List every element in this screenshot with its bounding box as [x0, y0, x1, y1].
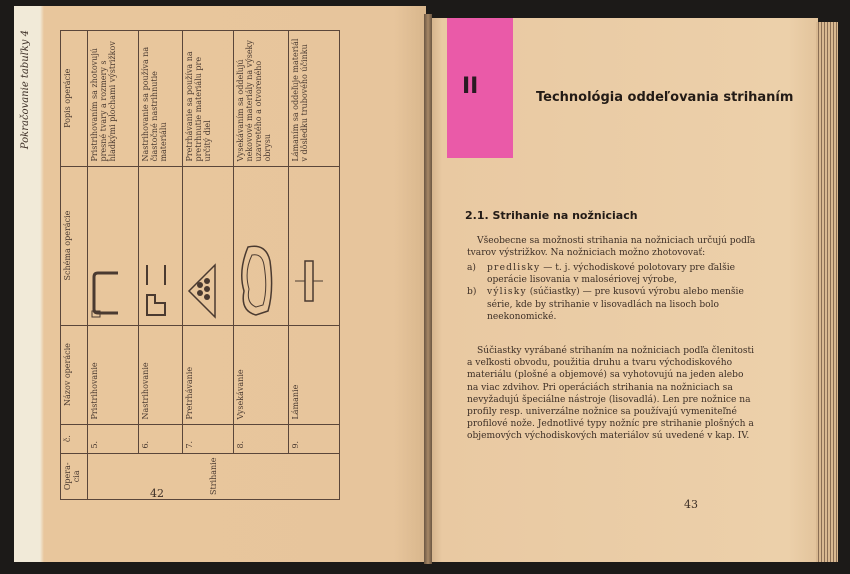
chapter-tab [447, 18, 513, 158]
schema-notch-icon [139, 166, 183, 325]
list-mark: a) [467, 263, 476, 273]
header-num: č. [61, 424, 88, 453]
list-mark: b) [467, 287, 477, 298]
table-row [289, 31, 340, 500]
list-block [467, 262, 763, 323]
schema-tear-icon [182, 166, 233, 325]
chapter-number: II [462, 74, 479, 99]
row-desc: Vysekávaním sa oddeľujú nekovové materiály na výseky uzavretého a otvoreného obrysu [233, 31, 289, 167]
list-text: (súčiastky) — pre kusovú výrobu alebo menšie série, kde by strihanie v lisovadlách na lisoch bolo neekonomické. [487, 287, 744, 322]
schema-break-icon [289, 166, 340, 325]
header-desc: Popis operácie [61, 31, 88, 167]
row-name: Vysekávanie [233, 325, 289, 424]
page-edges [816, 22, 838, 562]
table-row [139, 31, 183, 500]
row-num: 7. [182, 424, 233, 453]
list-text: — t. j. východiskové polotovary pre ďalšie operácie lisovania v malosériovej výrobe, [487, 263, 736, 286]
row-desc: Pretrhávanie sa používa na pretrhnutie materiálu pre určitý diel [182, 31, 233, 167]
row-desc: Lámaním sa oddeľuje materiál v dôsledku trubového účinku [289, 31, 340, 167]
list-term: predlisky [487, 263, 541, 273]
list-item [467, 262, 763, 286]
row-num: 9. [289, 424, 340, 453]
table-row [182, 31, 233, 500]
schema-cutting-icon [88, 166, 139, 325]
table-row [88, 31, 139, 500]
header-name: Názov operácie [61, 325, 88, 424]
section-title: 2.1. Strihanie na nožniciach [465, 209, 638, 222]
row-desc: Pristrihovaním sa zhotovujú presné tvary a rozmery s hladkými plochami výstrižkov [88, 31, 139, 167]
book-gutter [424, 14, 432, 564]
right-page-number: 43 [684, 498, 698, 511]
group-label: Strihanie [88, 453, 340, 499]
chapter-title: Technológia oddeľovania strihaním [536, 90, 794, 105]
operations-table [60, 30, 340, 500]
body-text [467, 345, 757, 443]
list-term: výlisky [487, 287, 527, 298]
row-name: Pretrhávanie [182, 325, 233, 424]
left-page-number: 42 [150, 487, 164, 500]
row-num: 6. [139, 424, 183, 453]
row-name: Pristrihovanie [88, 325, 139, 424]
row-name: Lámanie [289, 325, 340, 424]
rotated-table-block [20, 30, 360, 500]
header-order: Opera-cia [61, 453, 88, 499]
table-caption: Pokračovanie tabuľky 4 [20, 30, 31, 150]
row-num: 8. [233, 424, 289, 453]
row-num: 5. [88, 424, 139, 453]
body-paragraph: Súčiastky vyrábané strihaním na nožniciach podľa členitosti a veľkosti obvodu, použitia druhu a tvaru východiskového materiálu (plošné a objemové) sa vyhotovujú na jeden alebo na viac zdvihov. Pri operáciách strihania na nožniciach sa nevyžadujú špeciálne nástroje (lisovadlá). Len pre nožnice na profily resp. univerzálne nožnice sa používajú vymeniteľné profilové nože. Jednotlivé typy nožníc pre strihanie plošných a objemových východiskových materiálov sú uvedené v kap. IV. [467, 346, 755, 442]
row-desc: Nastrihovanie sa používa na čiastočné nastrihnutie materiálu [139, 31, 183, 167]
row-name: Nastrihovanie [139, 325, 183, 424]
schema-punch-icon [233, 166, 289, 325]
list-item [467, 286, 763, 323]
table-header-row [61, 31, 88, 500]
intro-text [467, 235, 757, 259]
table-row [233, 31, 289, 500]
header-schema: Schéma operácie [61, 166, 88, 325]
intro-paragraph: Všeobecne sa možnosti strihania na nožniciach určujú podľa tvarov výstrižkov. Na nožniciach možno zhotovovať: [467, 236, 756, 259]
